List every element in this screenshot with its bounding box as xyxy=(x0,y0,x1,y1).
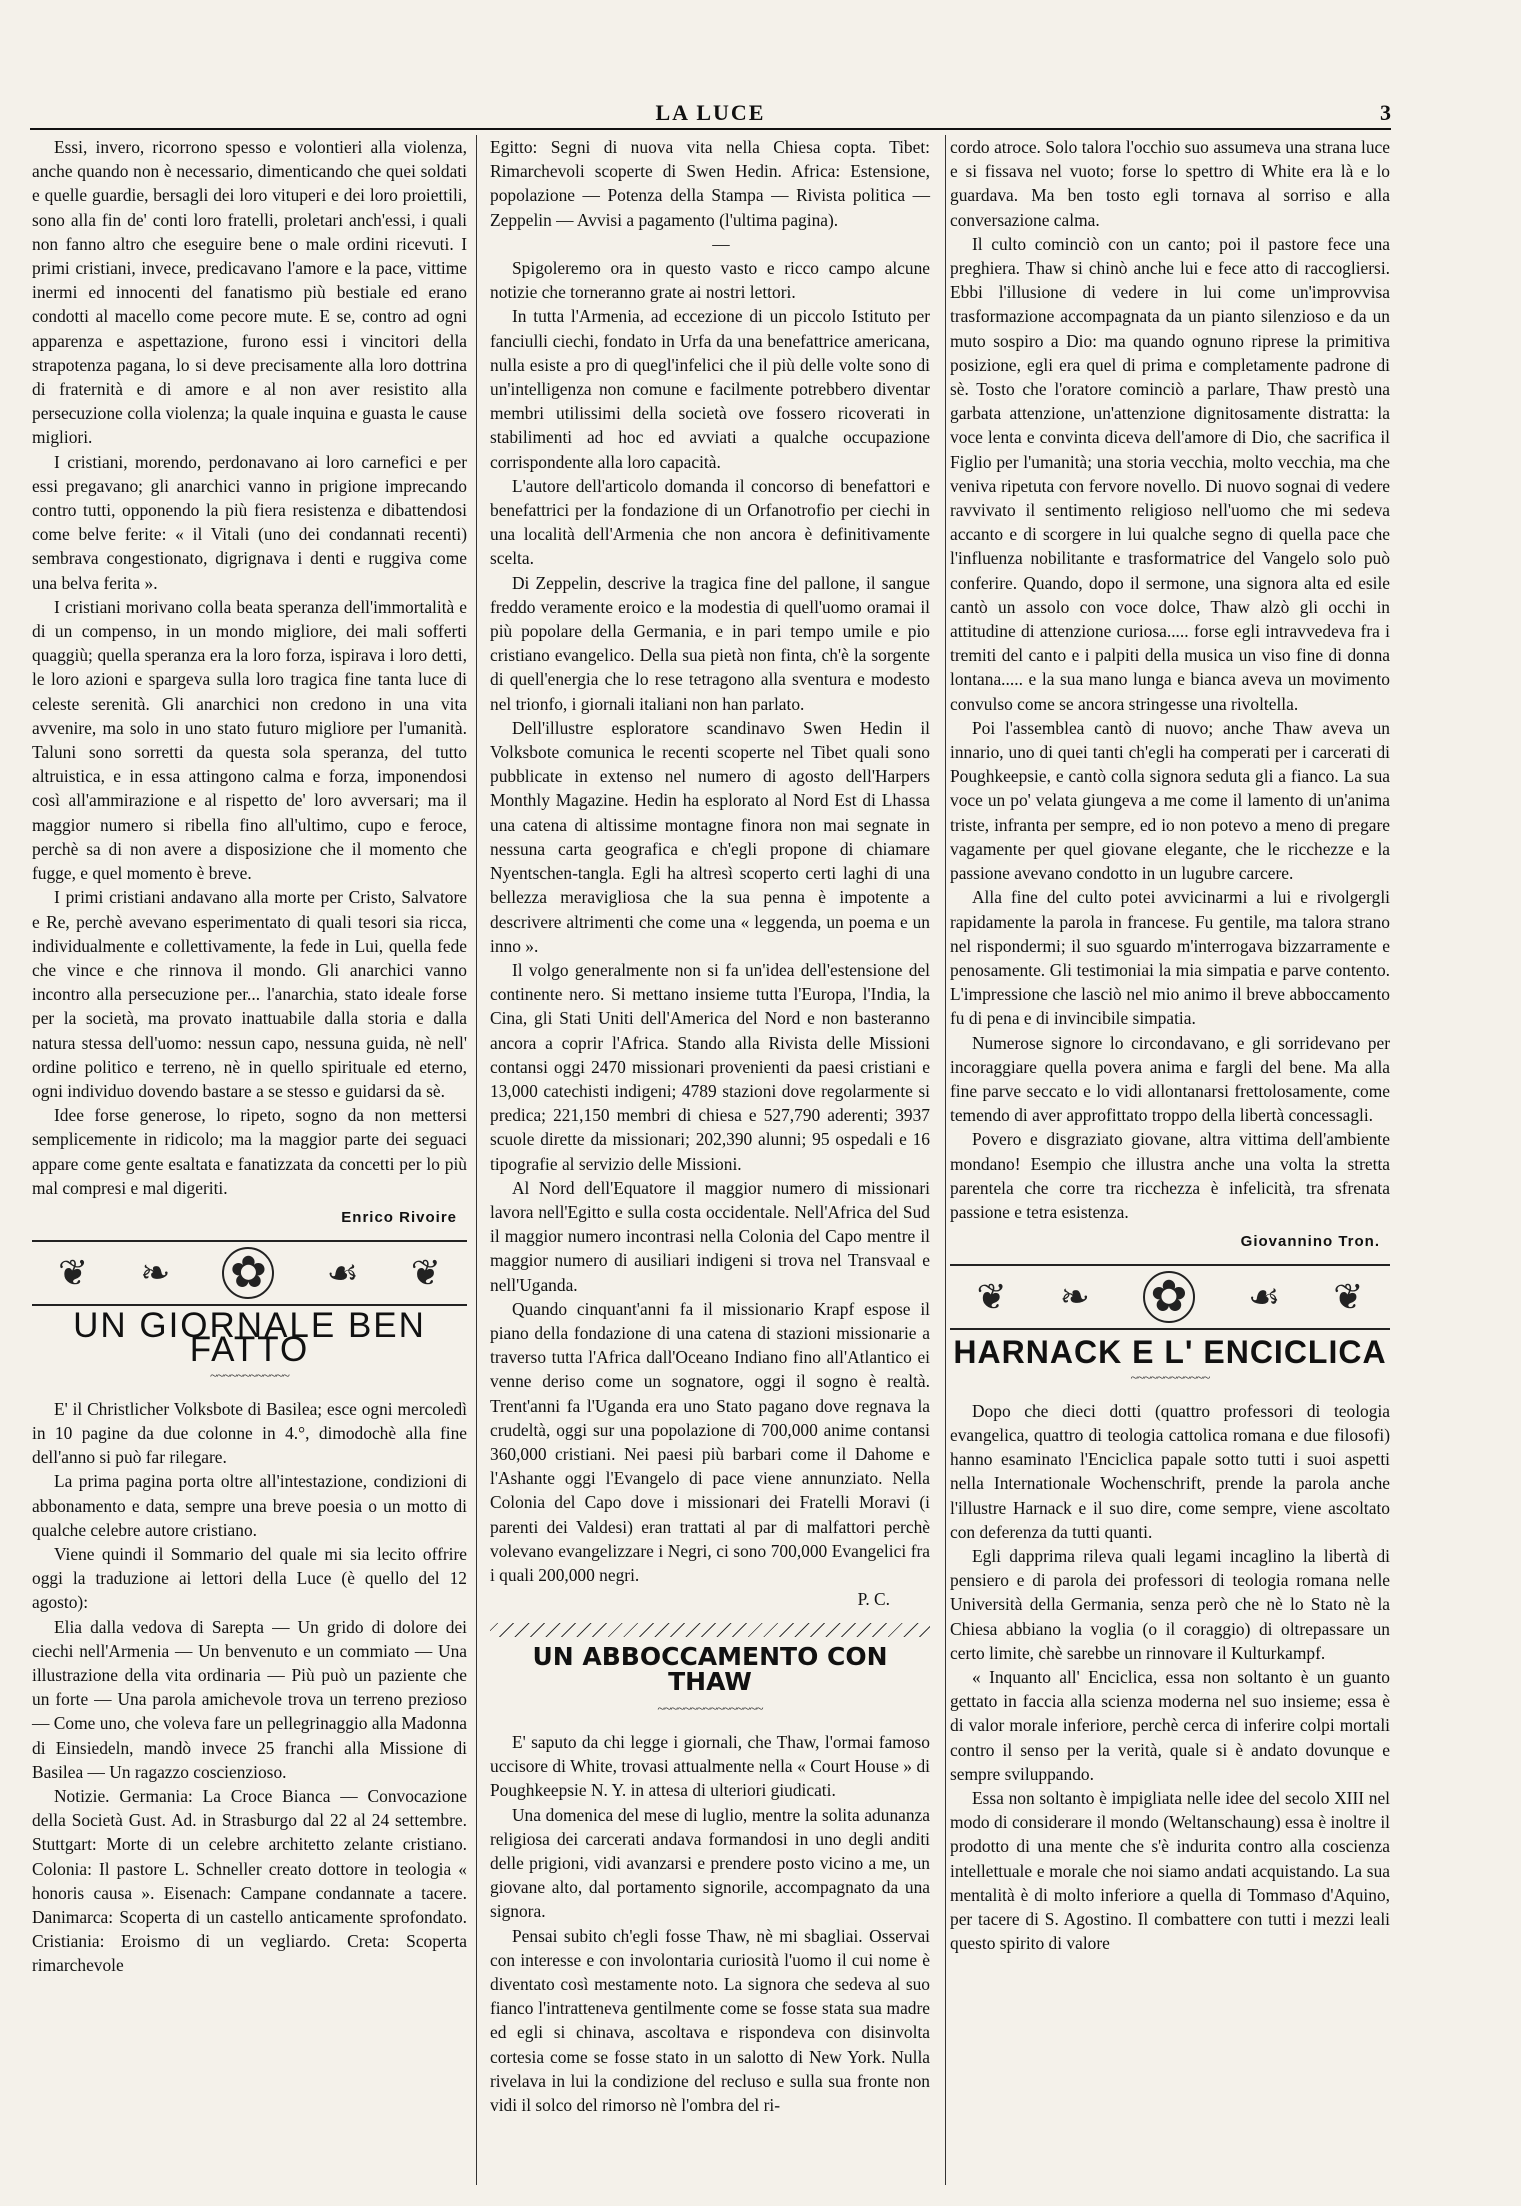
page-number: 3 xyxy=(1380,100,1391,125)
paragraph: I cristiani, morendo, perdonavano ai loro carnefici e per essi pregavano; gli anarchici vanno in prigione imprecando contro tutti, opponendo la più fiera resistenza e dibattendosi come belve ferite: « il Vitali (uno dei condannati recenti) sembrava congestionato, digrignava i denti e ruggiva come una belva ferita ». xyxy=(32,451,467,593)
paragraph: « Inquanto all' Enciclica, essa non soltanto è un guanto gettato in faccia alla scienza moderna nel suo insieme; essa è di valor morale inferiore, perchè cerca di inferire colpi mortali contro il senso per la verità, quale si è andato dovunque e sempre sviluppando. xyxy=(950,1666,1390,1784)
author-initials: P. C. xyxy=(857,1589,890,1610)
paragraph: Alla fine del culto potei avvicinarmi a lui e rivolgergli rapidamente la parola in francese. Fu gentile, ma talora strano nel rispondermi; il suo sguardo m'interrogava bizzarramente e penosamente. Gli testimoniai la mia simpatia e parve contento. L'impressione che lasciò nel mio animo il breve abboccamento fu di pena e di invincibile simpatia. xyxy=(950,887,1390,1029)
leaf-icon: ☙ xyxy=(326,1253,359,1294)
paragraph: Viene quindi il Sommario del quale mi sia lecito offrire oggi la traduzione ai lettori della Luce (è quello del 12 agosto): xyxy=(32,1543,467,1613)
paragraph: cordo atroce. Solo talora l'occhio suo assumeva una strana luce e si fissava nel vuoto; forse lo spettro di White era là e lo guardava. Ma ben tosto egli tornava al sorriso e alla conversazione calma. xyxy=(950,137,1390,230)
paragraph: Numerose signore lo circondavano, e gli sorridevano per incoraggiare quella povera anima e fargli del bene. Ma alla fine parve seccato e lo vidi allontanarsi frettolosamente, come temendo di aver approfittato troppo della libertà concessagli. xyxy=(950,1032,1390,1126)
leaf-icon: ❧ xyxy=(1059,1277,1090,1318)
article-title: HARNACK E L' ENCICLICA xyxy=(953,1334,1387,1371)
floral-ornament-icon xyxy=(32,1240,467,1306)
paragraph: L'autore dell'articolo domanda il concorso di benefattori e benefattrici per la fondazione di un Orfanotrofio per ciechi in una località dell'Armenia che non ancora è definitivamente scelta. xyxy=(490,475,930,569)
paragraph: E' il Christlicher Volksbote di Basilea; esce ogni mercoledì in 10 pagine da due colonne in 4.°, dimodochè alla fine dell'anno si può far rilegare. xyxy=(32,1398,467,1468)
paragraph: I cristiani morivano colla beata speranza dell'immortalità e di un compenso, in un mondo migliore, dei mali sofferti quaggiù; quella speranza era la loro forza, ispirava i loro detti, le loro azioni e spargeva sulla loro tragica fine tanta luce di celeste serenità. Gli anarchici non credono in una vita avvenire, ma solo in uno stato futuro migliore per l'umanità. Taluni sono sorretti da questa sola speranza, del tutto altruistica, e in essa attingono calma e forza, imponendosi così all'ammirazione e al rispetto de' loro avversari; ma il maggior numero si ribella fino all'ultimo, cupo e feroce, perchè sa di non avere a disposizione che il momento che fugge, e quel momento è breve. xyxy=(32,596,467,884)
paragraph: E' saputo da chi legge i giornali, che Thaw, l'ormai famoso uccisore di White, trovasi attualmente nella « Court House » di Poughkeepsie N. Y. in attesa di ulteriori giudicati. xyxy=(490,1732,930,1801)
paragraph: Di Zeppelin, descrive la tragica fine del pallone, il sangue freddo veramente eroico e la modestia di quell'uomo oramai il più popolare della Germania, e in pari tempo umile e pio cristiano evangelico. Della sua pietà non finta, ch'è la sorgente di quell'energia che lo rese tetragono alla sventura e modesto nel trionfo, i giornali italiani non han parlato. xyxy=(490,572,930,714)
paragraph: Al Nord dell'Equatore il maggior numero di missionari lavora nell'Egitto e sulla costa occidentale. Nell'Africa del Sud il maggior numero incontrasi nella Colonia del Capo mentre il maggior numero di ausiliari indigeni si trova nel Transvaal e nell'Uganda. xyxy=(490,1177,930,1295)
leaf-icon: ❦ xyxy=(58,1253,89,1294)
flower-medallion-icon: ✿ xyxy=(222,1247,274,1299)
column-divider xyxy=(476,135,477,2185)
header-rule xyxy=(30,128,1391,130)
leaf-icon: ❦ xyxy=(1333,1277,1364,1318)
paragraph: Notizie. Germania: La Croce Bianca — Convocazione della Società Gust. Ad. in Strasburgo dal 22 al 24 settembre. Stuttgart: Morte di un celebre architetto zelante cristiano. Colonia: Il pastore L. Schneller creato dottore in teologia « honoris causa ». Eisenach: Campane condannate a tacere. Danimarca: Scoperta di un castello anticamente sprofondato. Cristiania: Eroismo di un vegliardo. Creta: Scoperta rimarchevole xyxy=(32,1786,467,1976)
floral-ornament-icon xyxy=(950,1264,1390,1330)
article-title: UN GIORNALE BEN FATTO xyxy=(73,1306,426,1370)
column-2 xyxy=(490,135,930,2117)
leaf-icon: ❦ xyxy=(976,1277,1007,1318)
paragraph: Egli dapprima rileva quali legami incaglino la libertà di pensiero e di parola dei professori di teologia romana nelle Università della Germania, senza però che nè lo Stato nè la Chiesa abbiano la voglia (o il coraggio) di oltrepassare un certo limite, chè sarebbe un rinnovare il Kulturkampf. xyxy=(950,1545,1390,1663)
paragraph: Spigoleremo ora in questo vasto e ricco campo alcune notizie che torneranno grate ai nostri lettori. xyxy=(490,258,930,303)
paragraph: Elia dalla vedova di Sarepta — Un grido di dolore dei ciechi nell'Armenia — Un benvenuto e un commiato — Una illustrazione della vita ordinaria — Più può un paziente che un forte — Una parola amichevole trova un terreno prezioso — Come uno, che voleva fare un pellegrinaggio alla Madonna di Einsiedeln, mandò invece 25 franchi alla Missione di Basilea — Un ragazzo coscienzioso. xyxy=(32,1616,467,1782)
paragraph: Pensai subito ch'egli fosse Thaw, nè mi sbagliai. Osservai con interesse e con involontaria curiosità l'uomo il cui nome è diventato così mestamente noto. La signora che sedeva al suo fianco l'intratteneva gentilmente come se fosse stata sua madre ed egli si chinava, ascoltava e rispondeva con disinvolta cortesia come se fosse stato in un salotto di New York. Nulla rivelava in lui la condizione del recluso e sulla sua fronte non vidi il solco del rimorso nè l'ombra del ri- xyxy=(490,1925,930,2116)
wavy-rule: ~~~~~~~~~~~~~~~~ xyxy=(657,1701,763,1717)
paragraph: Il culto cominciò con un canto; poi il pastore fece una preghiera. Thaw si chinò anche lui e fece atto di raccogliersi. Ebbi l'illusione di vedere in lui come un'improvvisa trasformazione accompagnata da un pianto silenzioso e da un muto sospiro a Dio: ma quando ognuno riprese la primitiva posizione, egli era quel di prima e completamente padrone di sè. Tosto che l'oratore cominciò a parlare, Thaw prestò una garbata attenzione, un'attenzione dignitosamente distratta: la voce lenta e convinta diceva dell'amore di Dio, che sacrifica il Figlio per l'umanità; una storia vecchia, molto vecchia, ma che veniva ripetuta con fervore novello. Di nuovo sognai di vedere ravvivato il sentimento religioso nell'uomo che mi sedeva accanto e di scorgere in lui qualche segno di quella pace che l'influenza nobilitante e trasformatrice del Vangelo solo può conferire. Quando, dopo il sermone, una signora alta ed esile cantò un assolo con voce dolce, Thaw alzò gli occhi in attitudine di attenzione curiosa..... forse egli intravvedeva fra i tremiti del canto e i palpiti della musica un viso fine di donna lontana..... e la sua mano lunga e bianca aveva un movimento convulso come se ancora stringesse una rivoltella. xyxy=(950,233,1390,714)
zigzag-rule xyxy=(490,1623,930,1637)
column-1 xyxy=(32,135,467,1978)
paragraph: Dopo che dieci dotti (quattro professori di teologia evangelica, quattro di teologia cattolica romana e due filosofi) hanno esaminato l'Enciclica papale sotto tutti i suoi aspetti nella Internationale Wochenschrift, prende la parola anche l'illustre Harnack e il suo dire, come sempre, viene ascoltato con deferenza da tutti quanti. xyxy=(950,1400,1390,1542)
paragraph: In tutta l'Armenia, ad eccezione di un piccolo Istituto per fanciulli ciechi, fondato in Urfa da una benefattrice americana, nulla esiste a pro di quegl'infelici che il più delle volte sono di un'intelligenza non comune e facilmente potrebbero diventar membri utilissimi della società ove fossero ricoverati in stabilimenti ad hoc ed avviati a qualche occupazione corrispondente alla loro capacità. xyxy=(490,306,930,472)
paragraph: Egitto: Segni di nuova vita nella Chiesa copta. Tibet: Rimarchevoli scoperte di Swen Hedin. Africa: Estensione, popolazione — Potenza della Stampa — Rivista politica — Zeppelin — Avvisi a pagamento (l'ultima pagina). xyxy=(490,137,930,230)
paragraph: Una domenica del mese di luglio, mentre la solita adunanza religiosa dei carcerati andava formandosi in uno degli anditi delle prigioni, vidi avanzarsi e prendere posto vicino a me, un giovane alto, dal portamento signorile, accompagnato da una signora. xyxy=(490,1804,930,1922)
column-3 xyxy=(950,135,1390,1955)
paragraph: Il volgo generalmente non si fa un'idea dell'estensione del continente nero. Si mettano insieme tutta l'Europa, l'India, la Cina, gli Stati Uniti dell'America del Nord e non basteranno ancora a coprir l'Africa. Stando alla Rivista delle Missioni contansi oggi 2470 missionari provenienti da paesi cristiani e 13,000 catechisti indigeni; 4789 stazioni dove regolarmente si predica; 221,150 membri di chiesa e 527,790 aderenti; 3937 scuole dirette da missionari; 202,390 alunni; 95 ospedali e 16 tipografie al servizio delle Missioni. xyxy=(490,959,930,1174)
flower-medallion-icon: ✿ xyxy=(1143,1271,1195,1323)
wavy-rule: ~~~~~~~~~~~~ xyxy=(1130,1370,1210,1386)
article-title: UN ABBOCCAMENTO CON THAW xyxy=(532,1642,888,1696)
leaf-icon: ☙ xyxy=(1247,1277,1281,1318)
paragraph: Povero e disgraziato giovane, altra vittima dell'ambiente mondano! Esempio che illustra anche una volta la stretta parentela che corre tra ricchezza è infelicità, tra sfrenata passione e tetra esistenza. xyxy=(950,1129,1390,1222)
wavy-rule: ~~~~~~~~~~~~ xyxy=(210,1368,289,1384)
newspaper-title: LA LUCE xyxy=(655,100,766,125)
paragraph: Essi, invero, ricorrono spesso e volontieri alla violenza, anche quando non è necessario, dimenticando che quei soldati e quelle guardie, bersagli dei loro vituperi e dei loro proiettili, sono alla fin de' conti loro fratelli, proletari anch'essi, i quali non fanno altro che eseguire bene o male ordini ricevuti. I primi cristiani, invece, predicavano l'amore e la pace, vittime inermi ed innocenti del fanatismo più bestiale ed erano condotti al macello come pecore mute. E se, contro ad ogni apparenza e aspettazione, furono essi i vincitori della strapotenza pagana, lo si deve precisamente alla loro dottrina di fraternità e di amore e al non aver resistito alla persecuzione colla violenza; la quale inquina e guasta le cause migliori. xyxy=(32,137,467,448)
paragraph: Poi l'assemblea cantò di nuovo; anche Thaw aveva un innario, uno di quei tanti ch'egli ha comperati per i carcerati di Poughkeepsie, e cantò colla signora seduta gli a fianco. La sua voce un po' velata giungeva a me come il lamento di un'anima triste, infranta per sempre, ed io non potevo a meno di pregare vagamente per quel giovane elegante, che le ricchezze e la passione avevano condotto in un lugubre carcere. xyxy=(950,717,1390,884)
column-divider xyxy=(945,135,946,2185)
section-dash: — xyxy=(712,233,730,254)
masthead xyxy=(30,100,1391,126)
author-signature: Enrico Rivoire xyxy=(341,1208,457,1226)
leaf-icon: ❦ xyxy=(410,1253,441,1294)
paragraph: Quando cinquant'anni fa il missionario Krapf espose il piano della fondazione di una catena di stazioni missionarie a traverso tutta l'Africa dall'Oceano Indiano fino all'Atlantico ei venne deriso come un sognatore, oggi il sogno è realtà. Trent'anni fa l'Uganda era uno Stato pagano dove regnava la crudeltà, oggi sur una popolazione di 700,000 anime contansi 360,000 cristiani. Nei paesi più barbari come il Dahome e l'Ashante oggi l'Evangelo di pace viene annunziato. Nella Colonia del Capo dove i missionari dei Fratelli Moravi (i parenti dei Valdesi) eran trattati al par di malfattori perchè volevano evangelizzare i Negri, ci sono 700,000 Evangelici fra i quali 200,000 negri. xyxy=(490,1298,930,1585)
paragraph: Dell'illustre esploratore scandinavo Swen Hedin il Volksbote comunica le recenti scoperte nel Tibet quali sono pubblicate in extenso nel numero di agosto dell'Harpers Monthly Magazine. Hedin ha esplorato al Nord Est di Lhassa una catena di altissime montagne finora non mai segnate in nessuna carta geografica e ch'egli propone di chiamare Nyentschen-tangla. Egli ha altresì scoperto certi laghi di una bellezza meravigliosa che la sua penna è impotente a descrivere altrimenti che come una « leggenda, un poema e un inno ». xyxy=(490,717,930,956)
paragraph: La prima pagina porta oltre all'intestazione, condizioni di abbonamento e data, sempre una breve poesia o un motto di qualche celebre autore cristiano. xyxy=(32,1471,467,1540)
paragraph: Idee forse generose, lo ripeto, sogno da non mettersi semplicemente in ridicolo; ma la maggior parte dei seguaci appare come gente esaltata e fanatizzata da concetti per lo più mal compresi e mal digeriti. xyxy=(32,1105,467,1198)
leaf-icon: ❧ xyxy=(140,1253,171,1294)
paragraph: I primi cristiani andavano alla morte per Cristo, Salvatore e Re, perchè avevano esperimentato di quali tesori sia ricca, individualmente e collettivamente, la fede in Lui, quella fede che vince e che rinnova il mondo. Gli anarchici vanno incontro alla persecuzione per... l'anarchia, stato ideale forse per la società, ma provato inattuabile dalla storia e dalla natura stessa dell'uomo: nessun capo, nessuna guida, nè nell' ordine politico e terreno, nè in quello spirituale ed eterno, ogni individuo dovendo bastare a se stesso e guidarsi da sè. xyxy=(32,887,467,1101)
author-signature: Giovannino Tron. xyxy=(1240,1233,1380,1251)
paragraph: Essa non soltanto è impigliata nelle idee del secolo XIII nel modo di considerare il mondo (Weltanschaung) essa è inoltre il prodotto di una mente che s'è indurita contro alla coscienza intellettuale e morale che noi siamo andati acquistando. La sua mentalità è di molto inferiore a quella di Tommaso d'Aquino, per tacere di S. Agostino. Il combattere con tutti i mezzi leali questo spirito di valore xyxy=(950,1788,1390,1954)
